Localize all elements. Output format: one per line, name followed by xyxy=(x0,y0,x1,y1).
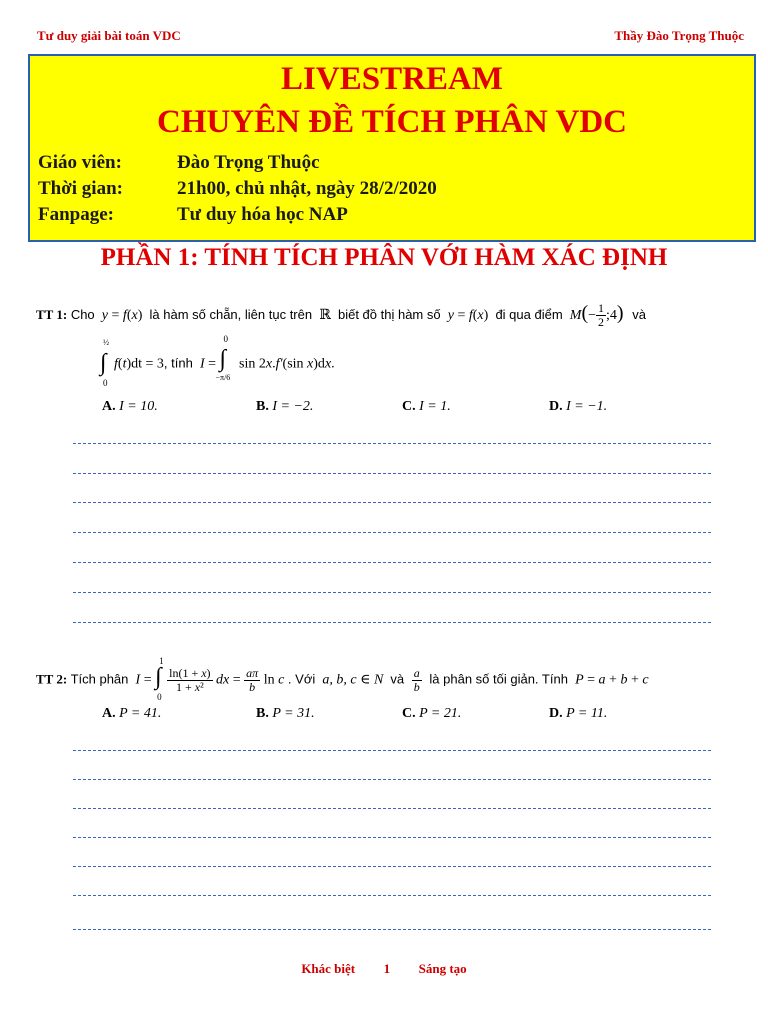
upper-limit: 1 xyxy=(159,656,164,666)
answer-line xyxy=(73,532,711,533)
math-expr: P xyxy=(571,672,584,688)
math-expr: I xyxy=(196,356,205,372)
text: Tích phân xyxy=(70,671,129,687)
info-key: Giáo viên: xyxy=(38,152,122,173)
q1-option-d[interactable] xyxy=(549,399,607,415)
math-expr: (sin xyxy=(282,356,308,372)
text: và xyxy=(632,307,646,322)
math-expr: b xyxy=(620,672,628,688)
lower-limit: 0 xyxy=(157,692,162,702)
integral-symbol xyxy=(215,334,236,390)
header-left-title: Tư duy giải bài toán VDC xyxy=(37,28,181,43)
math-expr: ln xyxy=(260,672,279,688)
math-expr: x xyxy=(265,356,273,372)
answer-line xyxy=(73,866,711,867)
math-expr: y xyxy=(98,308,109,323)
numerator: aπ xyxy=(246,665,259,680)
math-fraction xyxy=(412,667,422,694)
question-1-line2 xyxy=(100,334,335,390)
banner-title: LIVESTREAM xyxy=(281,61,503,97)
denominator: 1 + x² xyxy=(175,679,204,694)
answer-line xyxy=(73,562,711,563)
option-letter: B. xyxy=(256,706,269,721)
answer-line xyxy=(73,837,711,838)
option-letter: A. xyxy=(102,706,116,721)
math-expr: N xyxy=(373,672,387,688)
q2-option-a[interactable] xyxy=(102,706,161,722)
math-expr: ;4 xyxy=(606,308,617,323)
section-title: PHẦN 1: TÍNH TÍCH PHÂN VỚI HÀM XÁC ĐỊNH xyxy=(100,244,668,271)
upper-limit: ½ xyxy=(103,338,109,347)
lower-limit: −π/6 xyxy=(215,373,231,382)
math-expr: y xyxy=(444,308,454,323)
math-expr: sin 2 xyxy=(235,356,266,372)
answer-line xyxy=(73,592,711,593)
math-expr: a, b, c xyxy=(318,672,357,688)
option-letter: D. xyxy=(549,706,563,721)
math-expr: ( xyxy=(126,308,132,323)
math-expr: ∈ xyxy=(356,672,374,688)
math-expr: = xyxy=(583,672,599,688)
math-expr: ) xyxy=(137,308,146,323)
numerator: ln(1 + x) xyxy=(169,665,211,680)
denominator: b xyxy=(249,679,256,694)
option-text: P = 21. xyxy=(419,706,462,721)
option-letter: C. xyxy=(402,706,416,721)
math-expr: I xyxy=(132,672,141,688)
math-expr: x xyxy=(477,308,484,323)
option-text: I = −2. xyxy=(272,399,314,414)
text: là phân số tối giản. Tính xyxy=(429,671,568,687)
info-value: 21h00, chủ nhật, ngày 28/2/2020 xyxy=(177,178,437,199)
math-expr: ) xyxy=(483,308,492,323)
math-expr: . xyxy=(272,356,276,372)
math-fraction xyxy=(244,667,260,694)
info-key: Fanpage: xyxy=(38,204,114,225)
question-label: TT 1: xyxy=(36,307,68,322)
integral-symbol xyxy=(155,658,167,702)
math-expr: ( xyxy=(581,302,589,324)
option-letter: B. xyxy=(256,399,269,414)
page-number: 1 xyxy=(383,961,391,976)
integral-sign: ∫ xyxy=(155,664,162,690)
math-expr: x xyxy=(131,308,138,323)
info-key: Thời gian: xyxy=(38,178,123,199)
option-letter: A. xyxy=(102,399,116,414)
text: và xyxy=(390,671,405,687)
q2-option-c[interactable] xyxy=(402,706,461,722)
integral-symbol xyxy=(100,338,114,388)
math-fraction xyxy=(596,302,606,329)
math-expr: . xyxy=(331,356,335,372)
math-expr: ) xyxy=(616,302,629,324)
math-expr: = xyxy=(453,308,469,323)
math-expr: + xyxy=(605,672,621,688)
answer-line xyxy=(73,779,711,780)
math-expr: ( xyxy=(117,356,123,372)
answer-line xyxy=(73,929,711,930)
math-expr: = xyxy=(140,672,156,688)
math-fraction xyxy=(167,667,212,694)
option-text: I = 1. xyxy=(419,399,451,414)
text: đi qua điểm xyxy=(495,307,563,322)
math-expr: dx xyxy=(212,672,230,688)
answer-line xyxy=(73,895,711,896)
math-expr: c xyxy=(642,672,649,688)
q1-option-b[interactable] xyxy=(256,399,313,415)
q1-option-a[interactable] xyxy=(102,399,158,415)
math-expr: f′ xyxy=(275,356,283,372)
answer-line xyxy=(73,622,711,623)
option-text: P = 11. xyxy=(566,706,608,721)
answer-line xyxy=(73,808,711,809)
option-text: P = 41. xyxy=(119,706,162,721)
q2-option-d[interactable] xyxy=(549,706,607,722)
option-letter: D. xyxy=(549,399,563,414)
banner-subtitle: CHUYÊN ĐỀ TÍCH PHÂN VDC xyxy=(157,104,627,140)
answer-line xyxy=(73,473,711,474)
numerator: 1 xyxy=(598,301,605,316)
denominator: b xyxy=(413,679,420,694)
math-expr: x xyxy=(324,356,332,372)
denominator: 2 xyxy=(598,315,605,330)
footer-left: Khác biệt xyxy=(301,961,356,976)
math-expr: = xyxy=(108,308,123,323)
upper-limit: 0 xyxy=(223,334,229,344)
math-expr: f xyxy=(122,308,127,323)
q2-option-b[interactable] xyxy=(256,706,315,722)
math-expr: + xyxy=(627,672,643,688)
math-expr: ( xyxy=(472,308,478,323)
math-expr: c xyxy=(278,672,285,688)
question-2-line1 xyxy=(36,658,649,702)
math-expr: )dt = 3 xyxy=(126,356,164,372)
text: , tính xyxy=(163,355,193,371)
integral-sign: ∫ xyxy=(100,350,107,376)
header-author: Thầy Đào Trọng Thuộc xyxy=(614,28,744,43)
question-1-line1 xyxy=(36,302,646,329)
numerator: a xyxy=(413,665,420,680)
q1-option-c[interactable] xyxy=(402,399,451,415)
option-text: P = 31. xyxy=(272,706,315,721)
real-set-symbol: ℝ xyxy=(315,308,335,323)
math-expr: = xyxy=(229,672,245,688)
math-expr: f xyxy=(114,356,118,372)
info-value: Đào Trọng Thuộc xyxy=(177,152,320,173)
text: Cho xyxy=(70,307,95,322)
lower-limit: 0 xyxy=(103,378,108,388)
integral-sign: ∫ xyxy=(219,346,227,372)
text: là hàm số chẵn, liên tục trên xyxy=(149,307,313,322)
option-letter: C. xyxy=(402,399,416,414)
math-expr: x xyxy=(307,356,314,372)
info-value: Tư duy hóa học NAP xyxy=(177,204,348,225)
option-text: I = 10. xyxy=(119,399,158,414)
option-text: I = −1. xyxy=(566,399,608,414)
math-expr: )d xyxy=(313,356,325,372)
answer-line xyxy=(73,502,711,503)
math-expr: t xyxy=(122,356,127,372)
math-expr: − xyxy=(588,308,597,323)
math-expr: a xyxy=(598,672,606,688)
answer-line xyxy=(73,750,711,751)
math-expr: = xyxy=(204,356,220,372)
math-expr: M xyxy=(566,308,582,323)
question-label: TT 2: xyxy=(36,671,68,687)
text: biết đồ thị hàm số xyxy=(337,307,441,322)
title-banner xyxy=(28,54,756,242)
math-expr: f xyxy=(468,308,473,323)
page-footer xyxy=(0,961,768,977)
footer-right: Sáng tạo xyxy=(418,961,467,976)
text: . Với xyxy=(287,671,316,687)
answer-line xyxy=(73,443,711,444)
